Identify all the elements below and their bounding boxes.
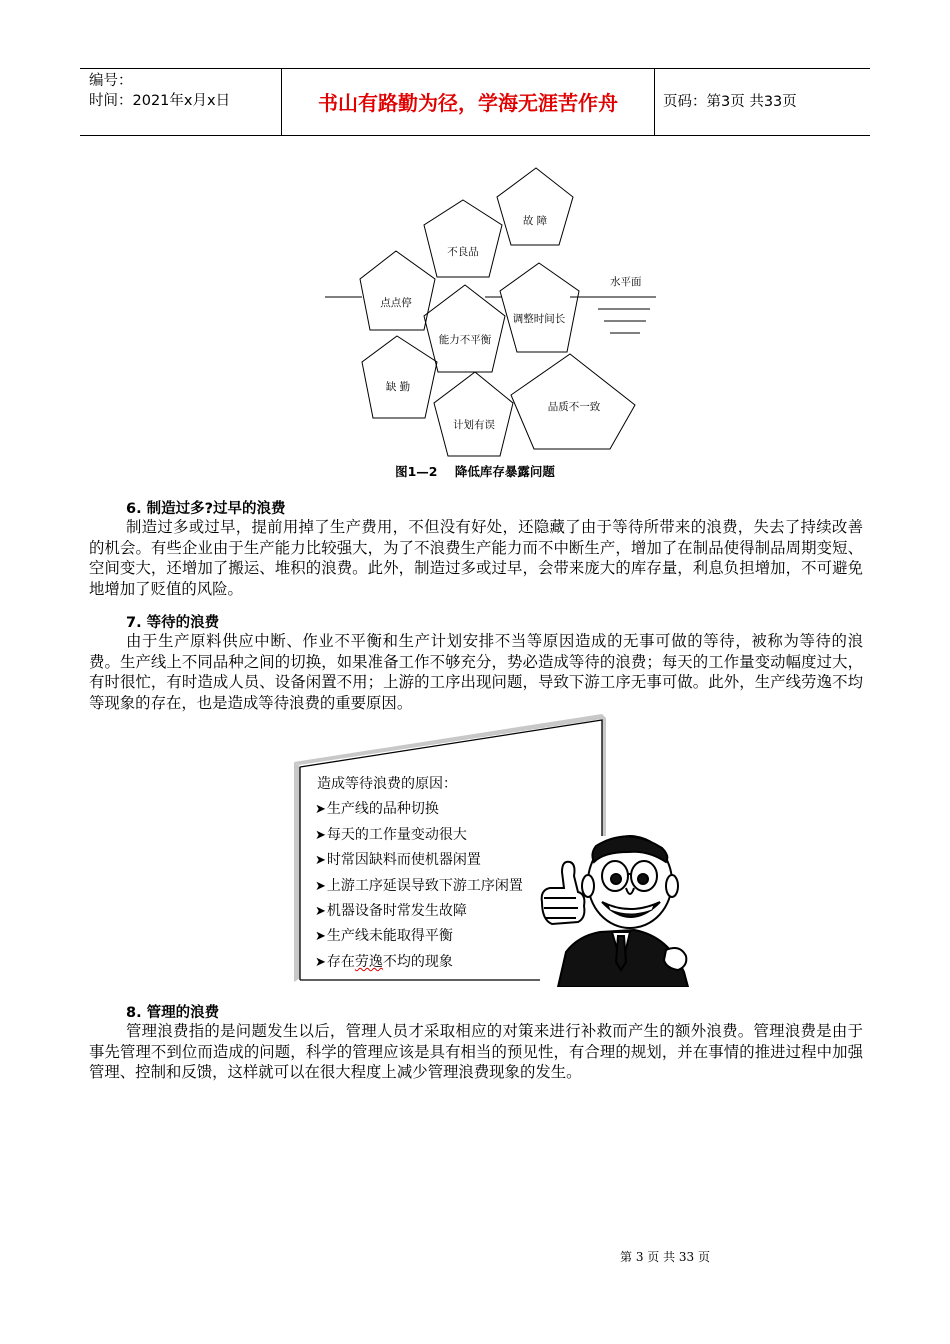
pentagon-plan-error [434,372,513,456]
arrow-bullet-icon: ➤ [315,904,326,920]
pentagon-stoppage [360,251,435,330]
pentagon-imbalance [424,285,505,372]
waiting-cause-text: 生产线的品种切换 [326,801,439,818]
pentagon-absence [362,336,437,418]
arrow-bullet-icon: ➤ [315,802,326,818]
pentagon-label: 不良品 [447,246,479,258]
waiting-cause-item [315,874,523,899]
section-heading: 7. 等待的浪费 [126,615,220,631]
pentagon-label: 能力不平衡 [438,334,492,346]
pentagon-label: 品质不一致 [547,401,601,413]
pentagon-label: 计划有误 [453,419,495,431]
waiting-cause-text: 时常因缺料而使机器闲置 [326,852,481,869]
thumbs-up-cartoon-icon [538,832,690,987]
section-paragraph: 由于生产原料供应中断、作业不平衡和生产计划安排不当等原因造成的无事可做的等待，被称为等待的浪费。生产线上不同品种之间的切换，如果准备工作不够充分，势必造成等待的浪费；每天的工作量变动幅度过大，有时很忙，有时造成人员、设备闲置不用；上游的工序出现问题，导致下游工序无事可做。此外，生产线劳逸不均等现象的存在，也是造成等待浪费的重要原因。 [89,632,863,712]
diagram-svg [320,160,665,460]
arrow-bullet-icon: ➤ [315,929,326,945]
section-paragraph: 管理浪费指的是问题发生以后，管理人员才采取相应的对策来进行补救而产生的额外浪费。管理浪费是由于事先管理不到位而造成的问题，科学的管理应该是具有相当的预见性，有合理的规划，并在事情的推进过程中加强管理、控制和反馈，这样就可以在很大程度上减少管理浪费现象的发生。 [89,1022,863,1081]
pentagon-defects [424,200,502,277]
arrow-bullet-icon: ➤ [315,878,326,894]
pentagon-changeover [500,263,579,352]
waiting-cause-item [315,823,523,848]
header-number: 编号： [89,73,133,89]
waiting-cause-item [315,848,523,873]
pentagon-label: 缺 勤 [385,381,411,393]
page-footer: 第 3 页 共 33 页 [620,1250,710,1264]
header-page: 页码：第3页 共33页 [663,94,797,110]
waiting-cause-item [315,950,523,975]
pentagon-breakdown [497,168,573,245]
waiting-cause-item [315,899,523,924]
section-heading: 8. 管理的浪费 [126,1005,220,1021]
pentagon-label: 故 障 [522,215,548,227]
arrow-bullet-icon: ➤ [315,853,326,869]
section-heading: 6. 制造过多?过早的浪费 [126,501,286,517]
waiting-box-title: 造成等待浪费的原因： [317,776,457,792]
waiting-cause-text: 每天的工作量变动很大 [326,826,467,843]
waiting-cause-item [315,924,523,949]
pentagon-label: 点点停 [380,297,412,309]
arrow-bullet-icon: ➤ [315,827,326,843]
waiting-cause-text: 存在劳逸不均的现象 [326,953,453,970]
waiting-cause-text: 上游工序延误导致下游工序闲置 [326,877,523,894]
document-header [80,68,870,136]
header-divider [654,68,655,136]
header-date: 时间：2021年x月x日 [89,93,231,109]
inventory-water-diagram [320,160,665,460]
waiting-cause-text: 机器设备时常发生故障 [326,903,467,920]
figure-caption: 图1—2 降低库存暴露问题 [395,464,555,479]
waiting-cause-item [315,797,523,822]
waterline-label: 水平面 [610,276,642,288]
section-paragraph: 制造过多或过早，提前用掉了生产费用，不但没有好处，还隐藏了由于等待所带来的浪费，失去了持续改善的机会。有些企业由于生产能力比较强大，为了不浪费生产能力而不中断生产，增加了在制品使得制品周期变短、空间变大，还增加了搬运、堆积的浪费。此外，制造过多或过早，会带来庞大的库存量，利息负担增加，不可避免地增加了贬值的风险。 [89,518,863,598]
pentagon-label: 调整时间长 [512,313,566,325]
waiting-cause-text: 生产线未能取得平衡 [326,928,453,945]
arrow-bullet-icon: ➤ [315,954,326,970]
header-motto: 书山有路勤为径，学海无涯苦作舟 [318,91,618,115]
